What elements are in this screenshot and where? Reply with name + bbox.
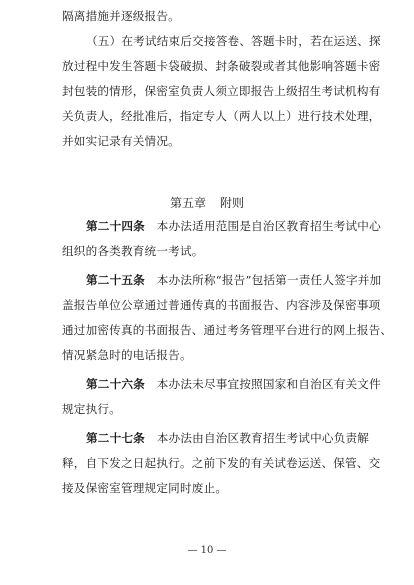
- text-line: 接及保密室管理规定同时废止。: [62, 481, 228, 495]
- text-line: 封包装的情形，保密室负责人须立即报告上级招生考试机构有: [62, 84, 381, 98]
- chapter-heading: [0, 195, 414, 211]
- article-label: 第二十五条: [86, 273, 145, 287]
- text-line: 释，自下发之日起执行。之前下发的有关试卷运送、保管、交: [62, 456, 381, 470]
- page-number: — 10 —: [187, 545, 227, 556]
- text-line: 情况紧急时的电话报告。: [62, 348, 192, 362]
- chapter-number: 第五章: [169, 196, 206, 210]
- article-text: 本办法适用范围是自治区教育招生考试中心: [156, 219, 381, 233]
- chapter-title: 附则: [220, 196, 245, 210]
- article-text: 本办法未尽事宜按照国家和自治区有关文件: [156, 377, 381, 391]
- text-line: 通过加密传真的书面报告、通过考务管理平台进行的网上报告、: [62, 323, 393, 337]
- article-first-line: [86, 272, 381, 288]
- article-label: 第二十四条: [86, 219, 145, 233]
- article-first-line: [86, 376, 381, 392]
- text-line: 规定执行。: [62, 402, 121, 416]
- article-label: 第二十七条: [86, 431, 145, 445]
- text-line: 关负责人，经批准后，指定专人（两人以上）进行技术处理，: [62, 109, 381, 123]
- article-label: 第二十六条: [86, 377, 145, 391]
- text-line: 组织的各类教育统一考试。: [62, 244, 204, 258]
- article-first-line: [86, 218, 381, 234]
- article-first-line: [86, 430, 369, 446]
- article-text: 本办法所称“报告”包括第一责任人签字并加: [156, 273, 382, 287]
- text-line: 盖报告单位公章通过普通传真的书面报告、内容涉及保密事项: [62, 298, 381, 312]
- article-text: 本办法由自治区教育招生考试中心负责解: [156, 431, 370, 445]
- text-line: （五）在考试结束后交接答卷、答题卡时，若在运送、探: [86, 34, 381, 48]
- text-line: 放过程中发生答题卡袋破损、封条破裂或者其他影响答题卡密: [62, 59, 381, 73]
- text-line: 并如实记录有关情况。: [62, 134, 180, 148]
- text-line: 隔离措施并逐级报告。: [62, 9, 180, 23]
